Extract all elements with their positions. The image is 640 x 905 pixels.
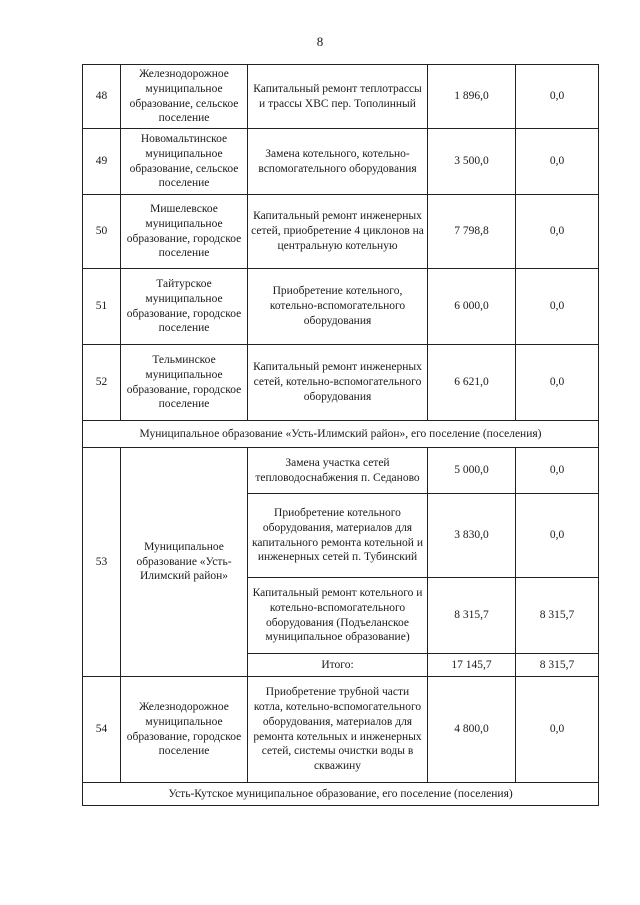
work-description: Капитальный ремонт инженерных сетей, приобретение 4 циклонов на центральную котельную [248,195,428,269]
table-row [83,65,599,129]
row-number: 50 [83,195,121,269]
amount-cell: 3 830,0 [428,494,516,578]
row-number: 49 [83,129,121,195]
section-row [83,783,599,806]
row-number: 54 [83,677,121,783]
second-amount-cell: 8 315,7 [516,578,599,654]
table-row [83,448,599,494]
amount-cell: 6 621,0 [428,345,516,421]
second-amount-cell: 0,0 [516,345,599,421]
amount-cell: 6 000,0 [428,269,516,345]
amount-cell: 8 315,7 [428,578,516,654]
municipality-name: Мишелевское муниципальное образование, городское поселение [121,195,248,269]
total-label: Итого: [248,654,428,677]
municipality-name: Тельминское муниципальное образование, городское поселение [121,345,248,421]
table-row [83,345,599,421]
second-amount-cell: 0,0 [516,677,599,783]
work-description: Замена участка сетей тепловодоснабжения п. Седаново [248,448,428,494]
row-number: 53 [83,448,121,677]
municipality-name: Новомальтинское муниципальное образование, сельское поселение [121,129,248,195]
section-heading: Усть-Кутское муниципальное образование, его поселение (поселения) [83,783,599,806]
work-description: Замена котельного, котельно-вспомогательного оборудования [248,129,428,195]
work-description: Капитальный ремонт инженерных сетей, котельно-вспомогательного оборудования [248,345,428,421]
work-description: Приобретение котельного, котельно-вспомогательного оборудования [248,269,428,345]
amount-cell: 7 798,8 [428,195,516,269]
table-row [83,269,599,345]
work-description: Приобретение трубной части котла, котельно-вспомогательного оборудования, материалов для ремонта котельных и инженерных сетей, системы очистки воды в скважину [248,677,428,783]
second-amount-cell: 0,0 [516,195,599,269]
table-row [83,195,599,269]
second-amount-cell: 0,0 [516,129,599,195]
amount-cell: 1 896,0 [428,65,516,129]
work-description: Капитальный ремонт котельного и котельно-вспомогательного оборудования (Подъеланское муниципальное образование) [248,578,428,654]
second-amount-cell: 0,0 [516,494,599,578]
municipality-name: Железнодорожное муниципальное образование, сельское поселение [121,65,248,129]
work-description: Приобретение котельного оборудования, материалов для капитального ремонта котельной и инженерных сетей п. Тубинский [248,494,428,578]
table-row [83,677,599,783]
section-heading: Муниципальное образование «Усть-Илимский район», его поселение (поселения) [83,421,599,448]
municipality-name: Муниципальное образование «Усть-Илимский район» [121,448,248,677]
second-amount-cell: 0,0 [516,269,599,345]
municipality-name: Железнодорожное муниципальное образование, городское поселение [121,677,248,783]
amount-cell: 3 500,0 [428,129,516,195]
amount-cell: 4 800,0 [428,677,516,783]
page-number: 8 [316,34,324,49]
work-description: Капитальный ремонт теплотрассы и трассы ХВС пер. Тополинный [248,65,428,129]
row-number: 48 [83,65,121,129]
municipality-name: Тайтурское муниципальное образование, городское поселение [121,269,248,345]
total-amount: 17 145,7 [428,654,516,677]
row-number: 52 [83,345,121,421]
amount-cell: 5 000,0 [428,448,516,494]
second-amount-cell: 0,0 [516,65,599,129]
table-row [83,129,599,195]
section-row [83,421,599,448]
second-amount-cell: 0,0 [516,448,599,494]
row-number: 51 [83,269,121,345]
budget-table [82,64,599,806]
total-second-amount: 8 315,7 [516,654,599,677]
